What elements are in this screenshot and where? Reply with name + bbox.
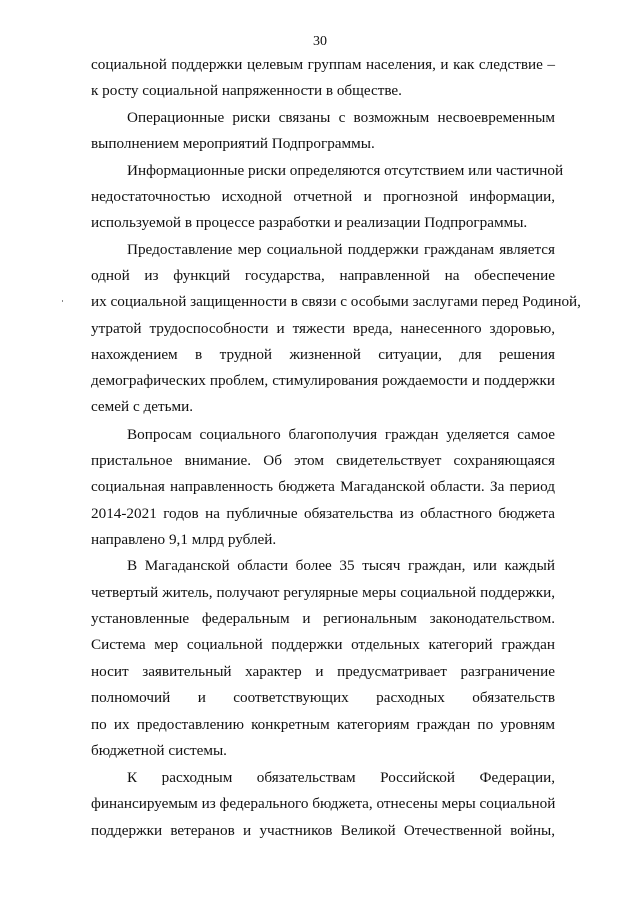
text-line: недостаточностью исходной отчетной и прогнозной информации, — [91, 188, 555, 205]
text-line: Вопросам социального благополучия граждан уделяется самое — [127, 426, 555, 443]
text-line: Информационные риски определяются отсутствием или частичной — [127, 162, 564, 179]
text-line: В Магаданской области более 35 тысяч граждан, или каждый — [127, 557, 555, 574]
text-line: к росту социальной напряженности в обществе. — [91, 82, 402, 99]
text-line: семей с детьми. — [91, 398, 194, 415]
text-line: носит заявительный характер и предусматривает разграничение — [91, 663, 555, 680]
text-line: установленные федеральным и региональным законодательством. — [91, 610, 555, 627]
text-line: их социальной защищенности в связи с особыми заслугами перед Родиной, — [91, 293, 581, 310]
text-line: нахождением в трудной жизненной ситуации, для решения — [91, 346, 555, 363]
text-line: по их предоставлению конкретным категориям граждан по уровням — [91, 716, 555, 733]
page-number: 30 — [313, 34, 327, 49]
text-line: Предоставление мер социальной поддержки гражданам является — [127, 241, 555, 258]
margin-mark — [62, 300, 63, 302]
text-line: социальная направленность бюджета Магаданской области. За период — [91, 478, 555, 495]
text-line: демографических проблем, стимулирования рождаемости и поддержки — [91, 372, 555, 389]
text-line: четвертый житель, получают регулярные меры социальной поддержки, — [91, 584, 555, 601]
text-line: Операционные риски связаны с возможным несвоевременным — [127, 109, 555, 126]
text-line: бюджетной системы. — [91, 742, 227, 759]
text-line: 2014-2021 годов на публичные обязательства из областного бюджета — [91, 505, 555, 522]
text-line: К расходным обязательствам Российской Федерации, — [127, 769, 555, 786]
text-line: поддержки ветеранов и участников Великой Отечественной войны, — [91, 822, 555, 839]
text-line: пристальное внимание. Об этом свидетельствует сохраняющаяся — [91, 452, 555, 469]
text-line: финансируемым из федерального бюджета, отнесены меры социальной — [91, 795, 556, 812]
text-line: социальной поддержки целевым группам населения, и как следствие – — [91, 56, 555, 73]
text-line: используемой в процессе разработки и реализации Подпрограммы. — [91, 214, 528, 231]
text-line: направлено 9,1 млрд рублей. — [91, 531, 277, 548]
text-line: Система мер социальной поддержки отдельных категорий граждан — [91, 636, 555, 653]
text-line: утратой трудоспособности и тяжести вреда, нанесенного здоровью, — [91, 320, 555, 337]
text-line: выполнением мероприятий Подпрограммы. — [91, 135, 375, 152]
text-line: одной из функций государства, направленной на обеспечение — [91, 267, 555, 284]
text-line: полномочий и соответствующих расходных обязательств — [91, 689, 555, 706]
